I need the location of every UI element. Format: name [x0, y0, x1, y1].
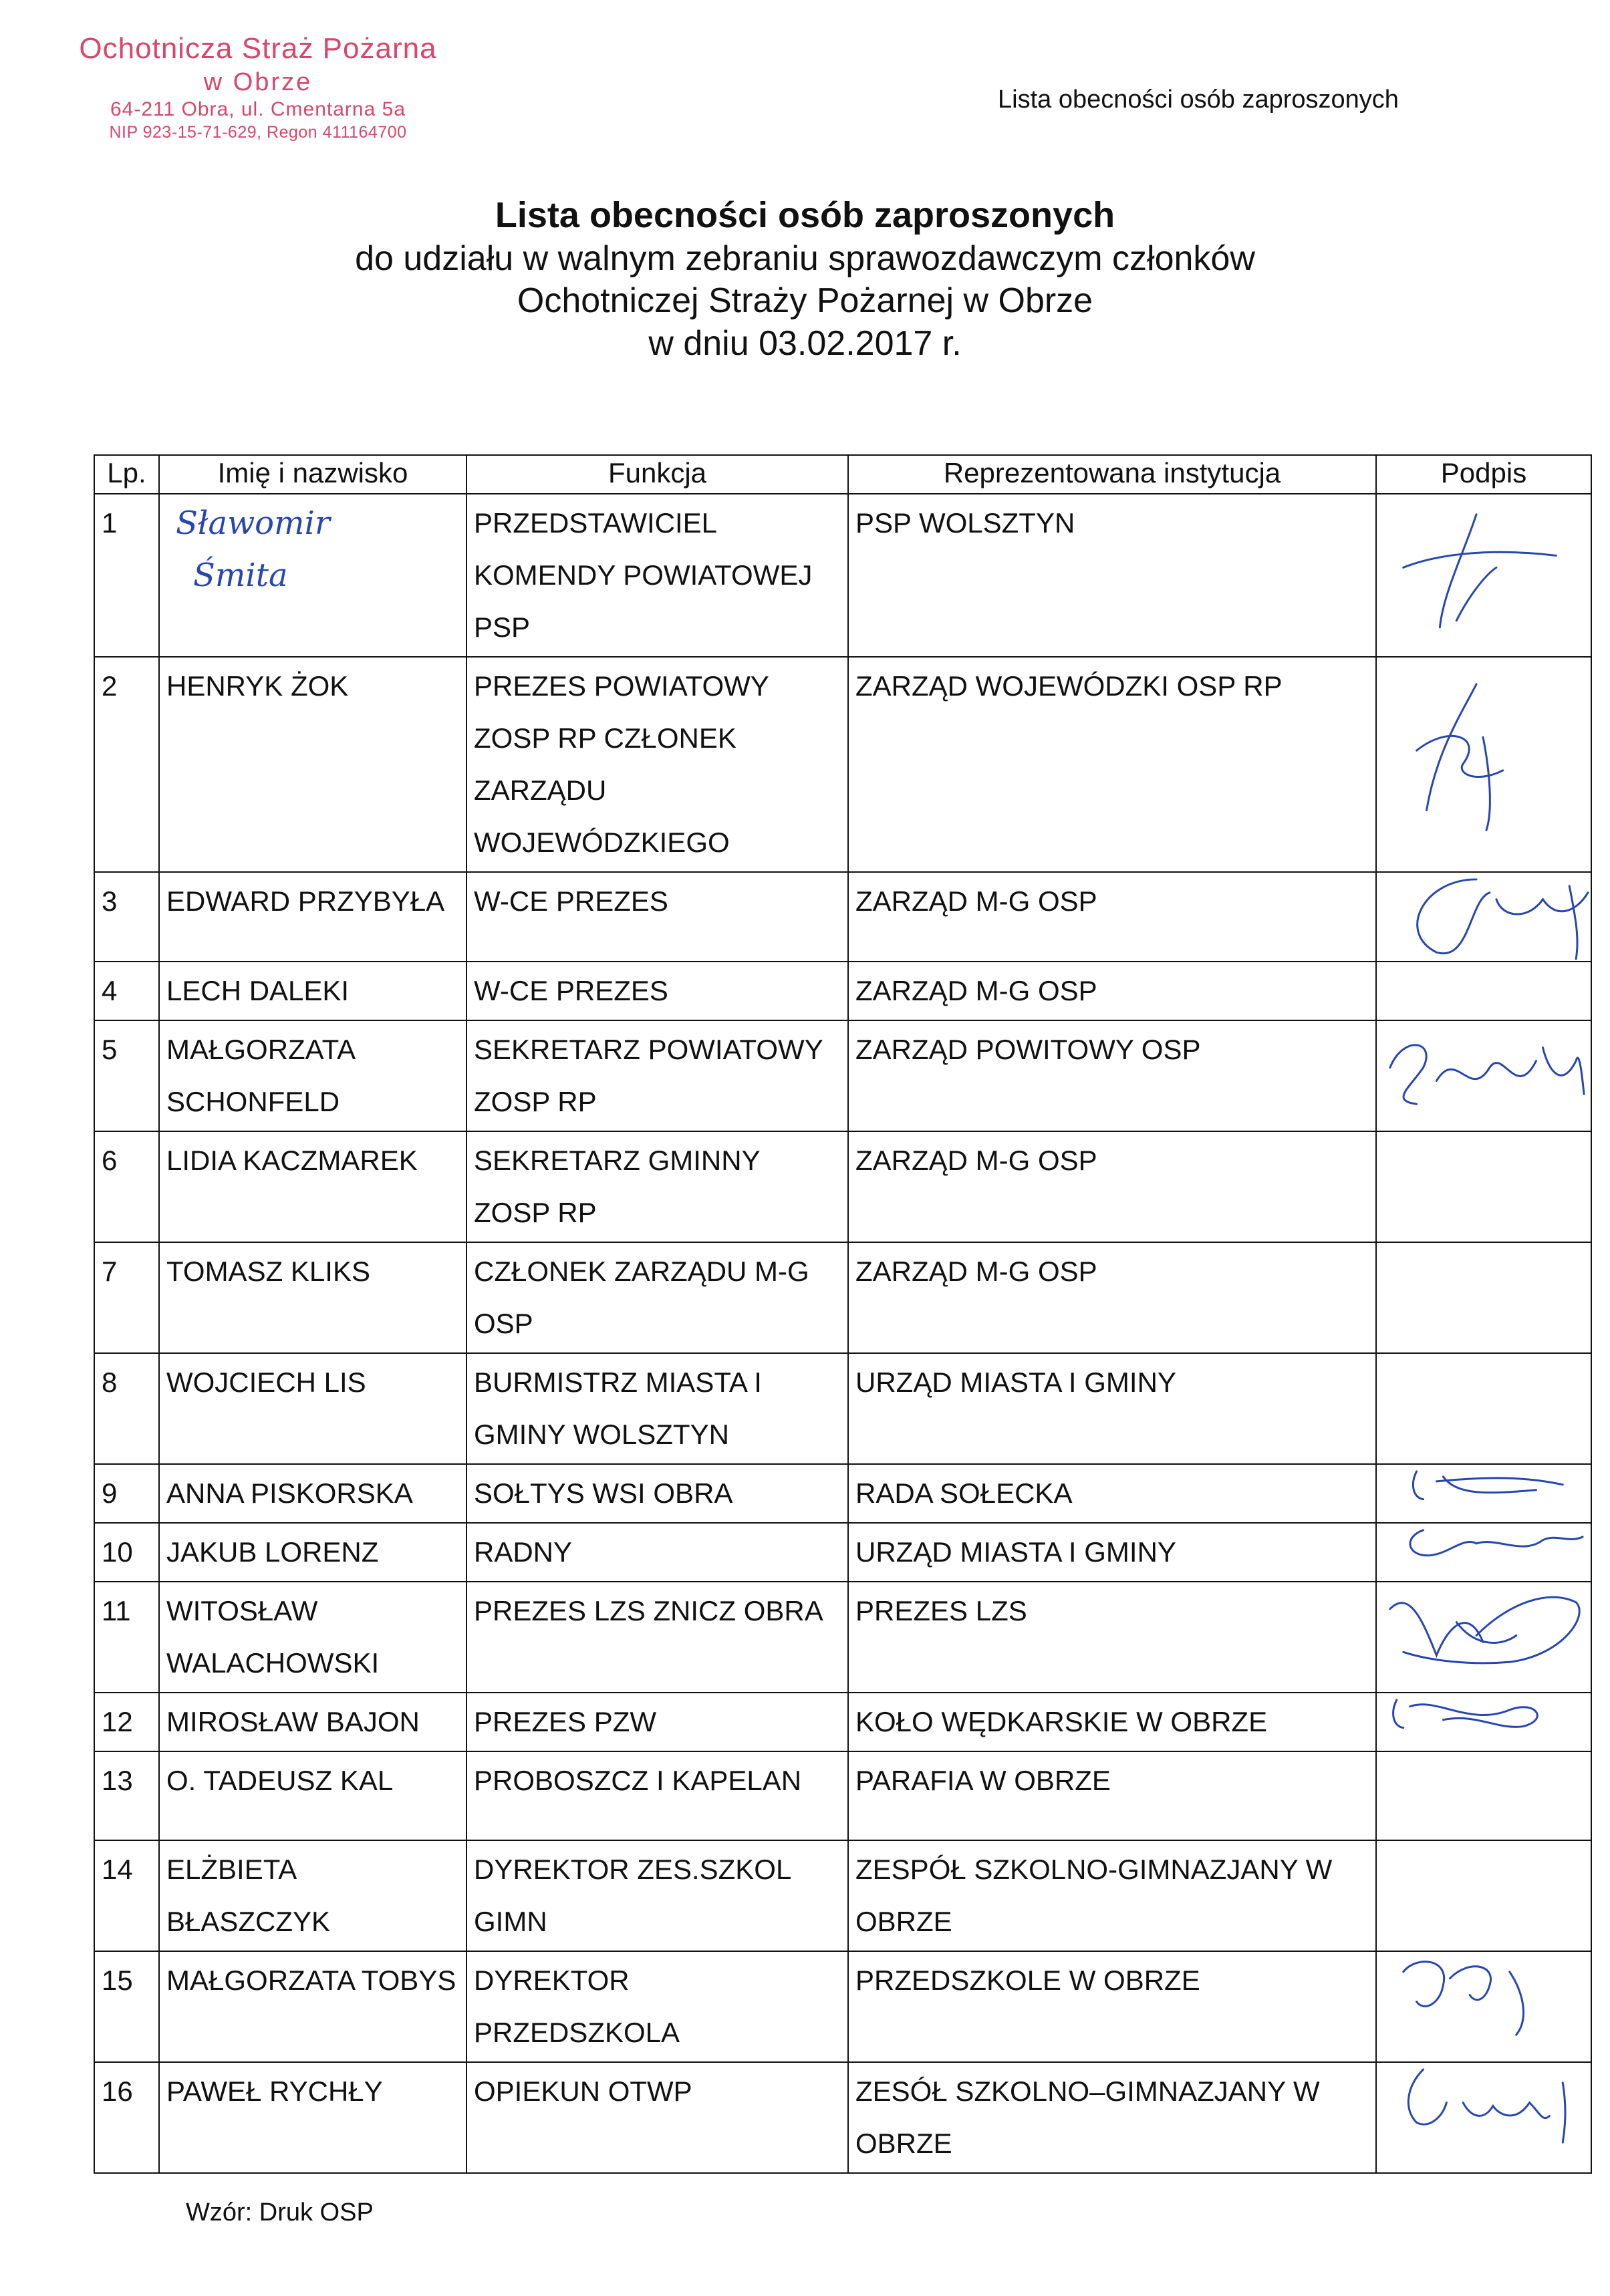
row-name: LECH DALEKI [159, 962, 466, 1020]
signature-stroke [1510, 1972, 1524, 2035]
row-institution: PSP WOLSZTYN [848, 494, 1376, 657]
table-row [94, 2062, 1591, 2173]
row-function: PREZES LZS ZNICZ OBRA [466, 1582, 848, 1693]
row-signature [1376, 494, 1591, 657]
table-header-row [94, 455, 1591, 494]
table-row [94, 1951, 1591, 2062]
row-number: 15 [94, 1951, 159, 2062]
table-row [94, 494, 1591, 657]
stamp-address: 64-211 Obra, ul. Cmentarna 5a [110, 98, 406, 121]
row-name: ELŻBIETA BŁASZCZYK [159, 1840, 466, 1951]
header-name: Imię i nazwisko [159, 455, 466, 494]
signature-stroke [1403, 1962, 1444, 2007]
title-main: Lista obecności osób zaproszonych [495, 195, 1115, 235]
signature-stroke [1542, 1048, 1584, 1095]
row-signature [1376, 657, 1591, 872]
signature-stroke [1418, 879, 1490, 954]
header-institution: Reprezentowana instytucja [848, 455, 1376, 494]
signature-stroke [1456, 567, 1496, 621]
row-institution: PARAFIA W OBRZE [848, 1751, 1376, 1840]
row-signature [1376, 1582, 1591, 1693]
row-number: 8 [94, 1353, 159, 1464]
document-title [0, 194, 1610, 365]
row-institution: ZESPÓŁ SZKOLNO-GIMNAZJANY W OBRZE [848, 1840, 1376, 1951]
row-function: PROBOSZCZ I KAPELAN [466, 1751, 848, 1840]
row-institution: URZĄD MIASTA I GMINY [848, 1353, 1376, 1464]
row-signature [1376, 1020, 1591, 1131]
table-row [94, 657, 1591, 872]
row-institution: PRZEDSZKOLE W OBRZE [848, 1951, 1376, 2062]
signature-mark [1377, 2063, 1591, 2151]
row-name: HENRYK ŻOK [159, 657, 466, 872]
row-institution: KOŁO WĘDKARSKIE W OBRZE [848, 1693, 1376, 1751]
row-function: CZŁONEK ZARZĄDU M-G OSP [466, 1242, 848, 1353]
table-row [94, 1840, 1591, 1951]
signature-stroke [1463, 2103, 1549, 2118]
signature-stroke [1413, 1471, 1423, 1499]
row-function: W-CE PREZES [466, 962, 848, 1020]
row-name: WITOSŁAW WALACHOWSKI [159, 1582, 466, 1693]
table-row [94, 1464, 1591, 1523]
attendance-rows [94, 494, 1591, 2173]
signature-mark [1377, 494, 1591, 634]
row-number: 6 [94, 1131, 159, 1242]
row-number: 5 [94, 1020, 159, 1131]
signature-stroke [1390, 1045, 1426, 1104]
signature-stroke [1410, 1705, 1538, 1727]
signature-stroke [1436, 1061, 1536, 1081]
signature-stroke [1436, 1478, 1563, 1485]
signature-stroke [1450, 1967, 1490, 2000]
row-number: 11 [94, 1582, 159, 1693]
header-lp: Lp. [94, 455, 159, 494]
row-function: SOŁTYS WSI OBRA [466, 1464, 848, 1523]
row-signature [1376, 1693, 1591, 1751]
row-institution: ZARZĄD M-G OSP [848, 1242, 1376, 1353]
row-name: MAŁGORZATA SCHONFELD [159, 1020, 466, 1131]
footer-form-note: Wzór: Druk OSP [186, 2198, 374, 2227]
row-signature [1376, 962, 1591, 1020]
row-function: DYREKTOR PRZEDSZKOLA [466, 1951, 848, 2062]
table-row [94, 1693, 1591, 1751]
row-name: MAŁGORZATA TOBYS [159, 1951, 466, 2062]
row-number: 12 [94, 1693, 159, 1751]
signature-stroke [1440, 515, 1476, 627]
row-number: 1 [94, 494, 159, 657]
row-number: 10 [94, 1523, 159, 1582]
document-header: Lista obecności osób zaproszonych [998, 86, 1399, 114]
stamp-location: w Obrze [203, 67, 313, 96]
row-number: 9 [94, 1464, 159, 1523]
signature-stroke [1569, 886, 1577, 959]
row-institution: ZARZĄD M-G OSP [848, 1131, 1376, 1242]
row-institution: ZARZĄD M-G OSP [848, 962, 1376, 1020]
title-line-3: Ochotniczej Straży Pożarnej w Obrze [517, 281, 1093, 321]
row-signature [1376, 1131, 1591, 1242]
row-function: SEKRETARZ POWIATOWY ZOSP RP [466, 1020, 848, 1131]
row-signature [1376, 1951, 1591, 2062]
signature-stroke [1408, 2069, 1446, 2124]
row-function: BURMISTRZ MIASTA I GMINY WOLSZTYN [466, 1353, 848, 1464]
row-number: 3 [94, 872, 159, 962]
signature-mark [1377, 1465, 1591, 1502]
row-function: PREZES PZW [466, 1693, 848, 1751]
table-row [94, 962, 1591, 1020]
title-line-4: w dniu 03.02.2017 r. [648, 323, 962, 363]
row-signature [1376, 1242, 1591, 1353]
organization-stamp [64, 31, 452, 142]
row-name: MIROSŁAW BAJON [159, 1693, 466, 1751]
row-name: WOJCIECH LIS [159, 1353, 466, 1464]
signature-stroke [1476, 1537, 1583, 1546]
signature-stroke [1417, 736, 1503, 776]
stamp-nip-regon: NIP 923-15-71-629, Regon 411164700 [109, 122, 407, 142]
row-name: JAKUB LORENZ [159, 1523, 466, 1582]
signature-stroke [1403, 1597, 1579, 1663]
row-number: 16 [94, 2062, 159, 2173]
table-row [94, 1523, 1591, 1582]
row-name: ANNA PISKORSKA [159, 1464, 466, 1523]
signature-mark [1377, 1952, 1591, 2040]
signature-mark [1377, 1582, 1591, 1671]
row-signature [1376, 1353, 1591, 1464]
table-row [94, 1751, 1591, 1840]
row-function: PRZEDSTAWICIEL KOMENDY POWIATOWEJ PSP [466, 494, 848, 657]
table-row [94, 1582, 1591, 1693]
row-institution: ZARZĄD M-G OSP [848, 872, 1376, 962]
signature-stroke [1483, 737, 1490, 830]
row-institution: ZESÓŁ SZKOLNO–GIMNAZJANY W OBRZE [848, 2062, 1376, 2173]
table-row [94, 1020, 1591, 1131]
row-name: TOMASZ KLIKS [159, 1242, 466, 1353]
row-number: 4 [94, 962, 159, 1020]
signature-stroke [1403, 552, 1557, 567]
signature-mark [1377, 1021, 1591, 1109]
signature-stroke [1563, 2083, 1565, 2142]
row-number: 2 [94, 657, 159, 872]
header-function: Funkcja [466, 455, 848, 494]
row-name: LIDIA KACZMAREK [159, 1131, 466, 1242]
row-number: 13 [94, 1751, 159, 1840]
row-signature [1376, 872, 1591, 962]
signature-mark [1377, 1693, 1591, 1731]
row-signature [1376, 1523, 1591, 1582]
title-line-2: do udziału w walnym zebraniu sprawozdawczym członków [355, 239, 1255, 278]
row-name: EDWARD PRZYBYŁA [159, 872, 466, 962]
row-institution: RADA SOŁECKA [848, 1464, 1376, 1523]
signature-mark [1377, 873, 1591, 961]
row-institution: ZARZĄD WOJEWÓDZKI OSP RP [848, 657, 1376, 872]
handwritten-name-line: Śmita [193, 557, 288, 594]
handwritten-name-line: Sławomir [176, 505, 330, 542]
row-signature [1376, 1464, 1591, 1523]
table-row [94, 1353, 1591, 1464]
row-institution: URZĄD MIASTA I GMINY [848, 1523, 1376, 1582]
row-name: O. TADEUSZ KAL [159, 1751, 466, 1840]
row-signature [1376, 1751, 1591, 1840]
table-row [94, 1131, 1591, 1242]
row-institution: ZARZĄD POWITOWY OSP [848, 1020, 1376, 1131]
table-row [94, 1242, 1591, 1353]
attendance-table [94, 454, 1592, 2174]
row-institution: PREZES LZS [848, 1582, 1376, 1693]
row-name [159, 494, 466, 657]
stamp-org-name: Ochotnicza Straż Pożarna [79, 32, 437, 65]
row-function: SEKRETARZ GMINNY ZOSP RP [466, 1131, 848, 1242]
row-function: OPIEKUN OTWP [466, 2062, 848, 2173]
table-row [94, 872, 1591, 962]
row-function: PREZES POWIATOWY ZOSP RP CZŁONEK ZARZĄDU WOJEWÓDZKIEGO [466, 657, 848, 872]
row-name: PAWEŁ RYCHŁY [159, 2062, 466, 2173]
row-number: 14 [94, 1840, 159, 1951]
row-function: RADNY [466, 1523, 848, 1582]
signature-mark [1377, 1524, 1591, 1561]
signature-stroke [1410, 1530, 1476, 1556]
row-number: 7 [94, 1242, 159, 1353]
signature-stroke [1393, 1700, 1403, 1728]
row-function: DYREKTOR ZES.SZKOL GIMN [466, 1840, 848, 1951]
row-function: W-CE PREZES [466, 872, 848, 962]
header-signature: Podpis [1376, 455, 1591, 494]
signature-stroke [1390, 1603, 1483, 1656]
row-signature [1376, 2062, 1591, 2173]
row-signature [1376, 1840, 1591, 1951]
signature-mark [1377, 658, 1591, 853]
